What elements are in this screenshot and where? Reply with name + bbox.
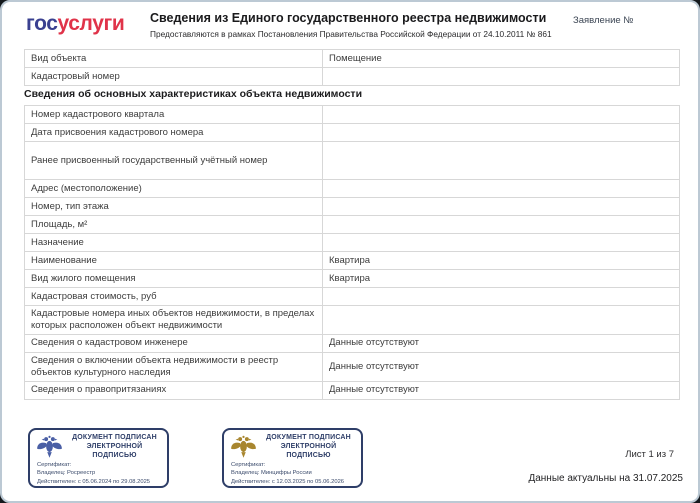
table-row: [25, 288, 680, 306]
cell-value: [323, 306, 680, 335]
cell-value: [323, 180, 680, 198]
stamp-title-line: ДОКУМЕНТ ПОДПИСАН: [72, 434, 157, 441]
cell-value: Помещение: [323, 50, 680, 68]
certificate-block: [224, 460, 361, 488]
certificate-block: [30, 460, 167, 488]
cell-value: [323, 68, 680, 86]
characteristics-table: [24, 105, 680, 400]
cell-label: Ранее присвоенный государственный учётный номер: [25, 142, 323, 180]
table-row: [25, 306, 680, 335]
cell-label: Дата присвоения кадастрового номера: [25, 124, 323, 142]
table-row: [25, 106, 680, 124]
table-row: [25, 68, 680, 86]
stamp-top-row: [30, 430, 167, 460]
cell-label: Сведения о кадастровом инженере: [25, 334, 323, 352]
stamp-title-line: ЭЛЕКТРОННОЙ: [86, 443, 143, 451]
cell-label: Назначение: [25, 234, 323, 252]
cell-label: Номер, тип этажа: [25, 198, 323, 216]
cell-label: Сведения о включении объекта недвижимости в реестр объектов культурного наследия: [25, 352, 323, 381]
table-row: [25, 381, 680, 399]
cell-label: Кадастровая стоимость, руб: [25, 288, 323, 306]
cell-value: [323, 106, 680, 124]
cell-value: [323, 142, 680, 180]
table-row: [25, 216, 680, 234]
cell-label: Наименование: [25, 252, 323, 270]
cell-value: Данные отсутствуют: [323, 381, 680, 399]
certificate-owner: Владелец: Росреестр: [37, 470, 96, 477]
data-actuality: Данные актуальны на 31.07.2025: [528, 473, 683, 484]
stamp-title: [262, 433, 355, 460]
table-row: [25, 180, 680, 198]
cell-label: Кадастровые номера иных объектов недвижимости, в пределах которых расположен объект недвижимости: [25, 306, 323, 335]
cell-value: [323, 124, 680, 142]
certificate-validity: Действителен: с 12.03.2025 по 05.06.2026: [231, 478, 345, 485]
object-type-table: [24, 49, 680, 86]
document-title: Сведения из Единого государственного реестра недвижимости: [150, 11, 547, 25]
signature-stamp-rosreestr: [28, 428, 169, 488]
application-number-label: Заявление №: [573, 15, 634, 26]
certificate-label: Сертификат:: [37, 462, 72, 469]
table-row: [25, 334, 680, 352]
cell-label: Площадь, м²: [25, 216, 323, 234]
gosuslugi-logo: [26, 12, 124, 36]
certificate-label: Сертификат:: [231, 462, 266, 469]
cell-label: Вид объекта: [25, 50, 323, 68]
rosreestr-eagle-icon: [36, 434, 63, 460]
russia-coat-of-arms-eagle-icon: [230, 434, 257, 460]
cell-value: Данные отсутствуют: [323, 334, 680, 352]
document-subtitle: Предоставляются в рамках Постановления Правительства Российской Федерации от 24.10.2011 № 861: [150, 29, 552, 39]
table-row: [25, 198, 680, 216]
cell-value: Квартира: [323, 270, 680, 288]
cell-label: Номер кадастрового квартала: [25, 106, 323, 124]
table-row: [25, 50, 680, 68]
table-row: [25, 142, 680, 180]
cell-value: [323, 216, 680, 234]
cell-label: Кадастровый номер: [25, 68, 323, 86]
cell-value: [323, 234, 680, 252]
table-row: [25, 270, 680, 288]
cell-value: Данные отсутствуют: [323, 352, 680, 381]
logo-part-uslugi: услуги: [57, 12, 125, 35]
table-row: [25, 352, 680, 381]
table-row: [25, 124, 680, 142]
cell-value: [323, 288, 680, 306]
stamp-title-line: ДОКУМЕНТ ПОДПИСАН: [266, 434, 351, 441]
stamp-title-line: ЭЛЕКТРОННОЙ: [280, 443, 337, 451]
cell-label: Вид жилого помещения: [25, 270, 323, 288]
cell-value: Квартира: [323, 252, 680, 270]
certificate-validity: Действителен: с 05.06.2024 по 29.08.2025: [37, 478, 151, 485]
header-title-block: [150, 11, 570, 39]
cell-label: Адрес (местоположение): [25, 180, 323, 198]
section-title: Сведения об основных характеристиках объекта недвижимости: [24, 88, 363, 100]
table-row: [25, 234, 680, 252]
sheet-number: Лист 1 из 7: [625, 449, 674, 460]
stamp-top-row: [224, 430, 361, 460]
logo-part-gos: гос: [26, 12, 58, 35]
table-row: [25, 252, 680, 270]
stamp-title-line: ПОДПИСЬЮ: [92, 452, 137, 460]
stamp-title-line: ПОДПИСЬЮ: [286, 452, 331, 460]
certificate-owner: Владелец: Минцифры России: [231, 470, 312, 477]
signature-stamp-mincifry: [222, 428, 363, 488]
stamp-title: [68, 433, 161, 460]
cell-value: [323, 198, 680, 216]
cell-label: Сведения о правопритязаниях: [25, 381, 323, 399]
